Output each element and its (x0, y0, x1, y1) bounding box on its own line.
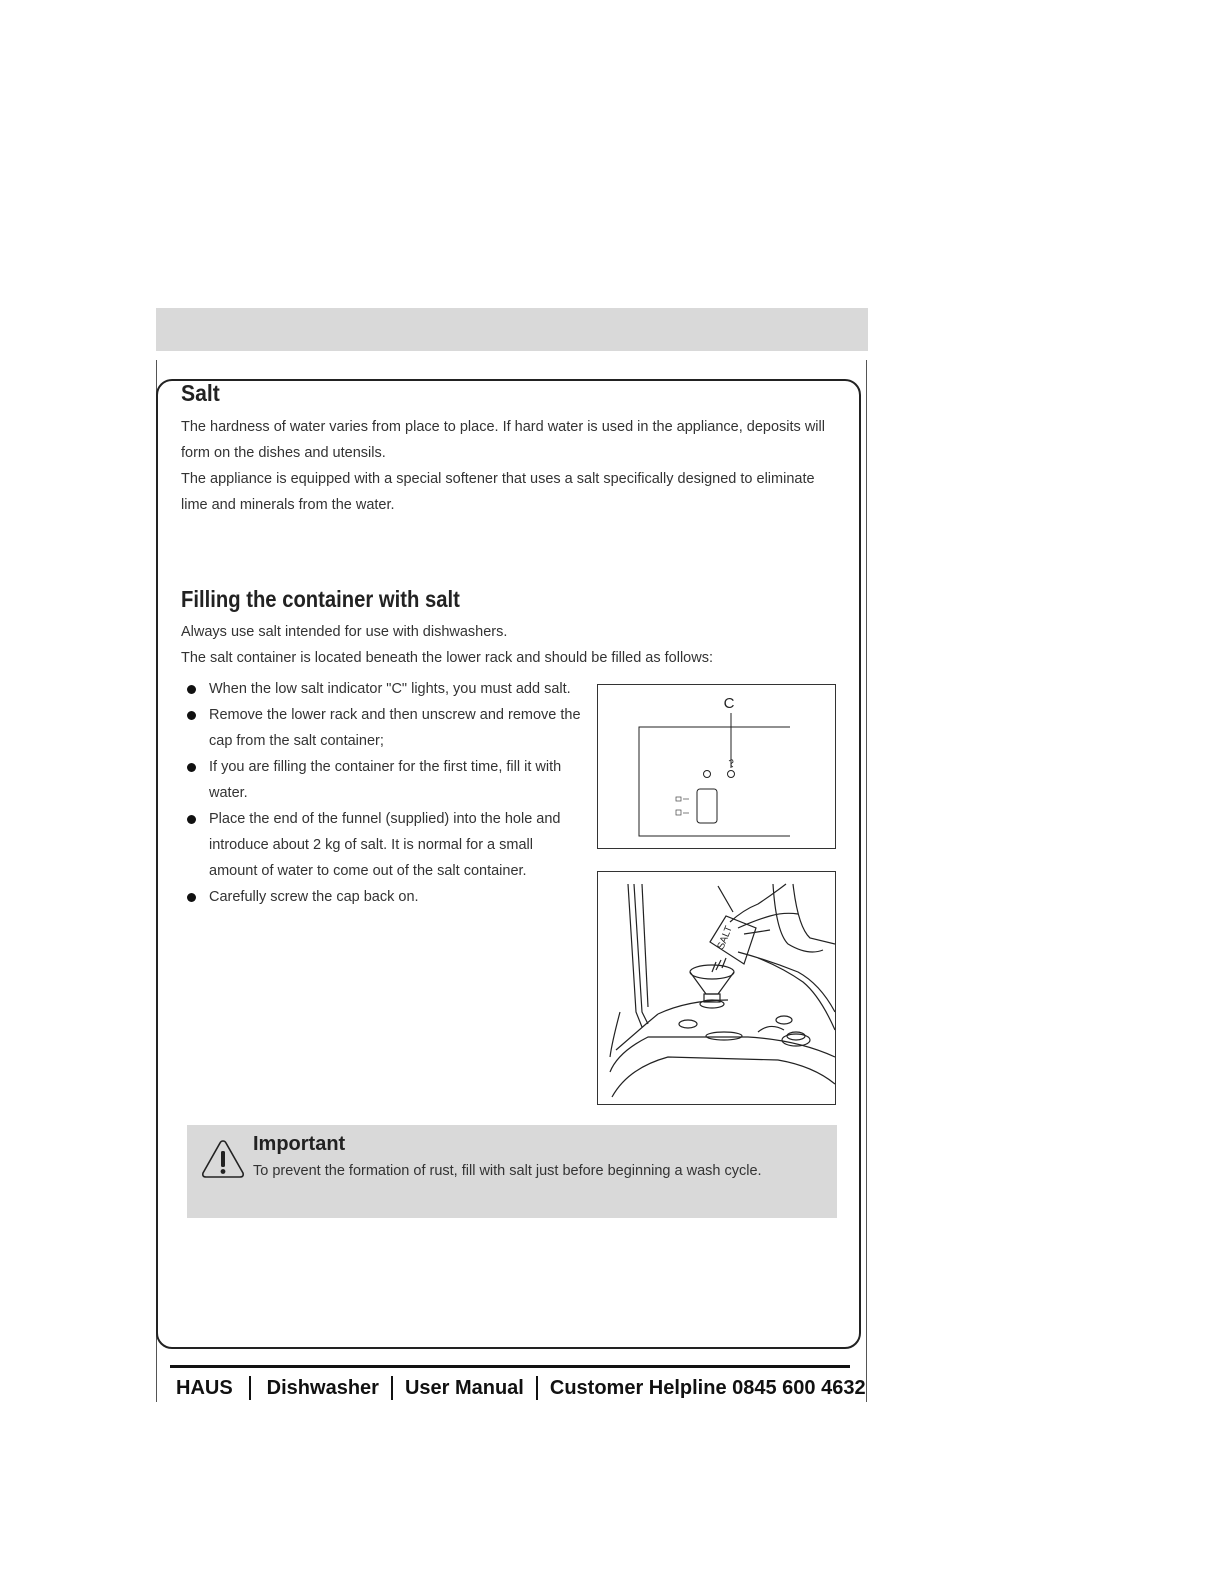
list-item: If you are filling the container for the first time, fill it with water. (181, 754, 581, 806)
panel-button-icon (697, 789, 717, 823)
salt-indicator-figure (597, 684, 836, 849)
salt-paragraph-2: The appliance is equipped with a special softener that uses a salt specifically designed to eliminate lime and minerals from the water. (181, 471, 815, 513)
header-band (156, 308, 868, 351)
list-item: Place the end of the funnel (supplied) into the hole and introduce about 2 kg of salt. It is normal for a small amount of water to come out of the salt container. (181, 806, 581, 884)
list-item: Remove the lower rack and then unscrew and remove the cap from the salt container; (181, 702, 581, 754)
salt-package-label: SALT (715, 924, 735, 952)
control-panel-drawing (598, 685, 835, 848)
right-margin-line (866, 360, 867, 1402)
salt-heading: Salt (181, 380, 220, 406)
indicator-callout-label: C (723, 695, 735, 712)
salt-paragraph-1: The hardness of water varies from place to place. If hard water is used in the appliance, deposits will form on the dishes and utensils. (181, 419, 825, 461)
funnel-drawing (598, 872, 835, 1104)
list-item: When the low salt indicator "C" lights, you must add salt. (181, 676, 581, 702)
important-text: To prevent the formation of rust, fill with salt just before beginning a wash cycle. (253, 1163, 762, 1179)
warning-triangle-icon (199, 1137, 247, 1181)
filling-intro-1: Always use salt intended for use with dishwashers. (181, 624, 508, 640)
indicator-light-icon (704, 771, 711, 778)
footer-product: Dishwasher (266, 1376, 379, 1399)
salt-indicator-light-icon (728, 771, 735, 778)
salt-filling-illustration (597, 871, 836, 1105)
footer-separator (536, 1376, 538, 1400)
footer-brand: HAUS (176, 1376, 233, 1399)
filling-steps-list (181, 676, 581, 910)
filling-intro-2: The salt container is located beneath the lower rack and should be filled as follows: (181, 650, 713, 666)
list-item: Carefully screw the cap back on. (181, 884, 581, 910)
footer-helpline: Customer Helpline 0845 600 4632 (549, 1376, 866, 1399)
important-notice (187, 1125, 837, 1218)
footer-separator (391, 1376, 393, 1400)
filling-heading: Filling the container with salt (181, 586, 460, 612)
footer-doc: User Manual (404, 1376, 524, 1399)
footer-separator (249, 1376, 251, 1400)
footer (176, 1373, 866, 1403)
footer-rule (170, 1365, 850, 1368)
important-title: Important (253, 1133, 346, 1155)
